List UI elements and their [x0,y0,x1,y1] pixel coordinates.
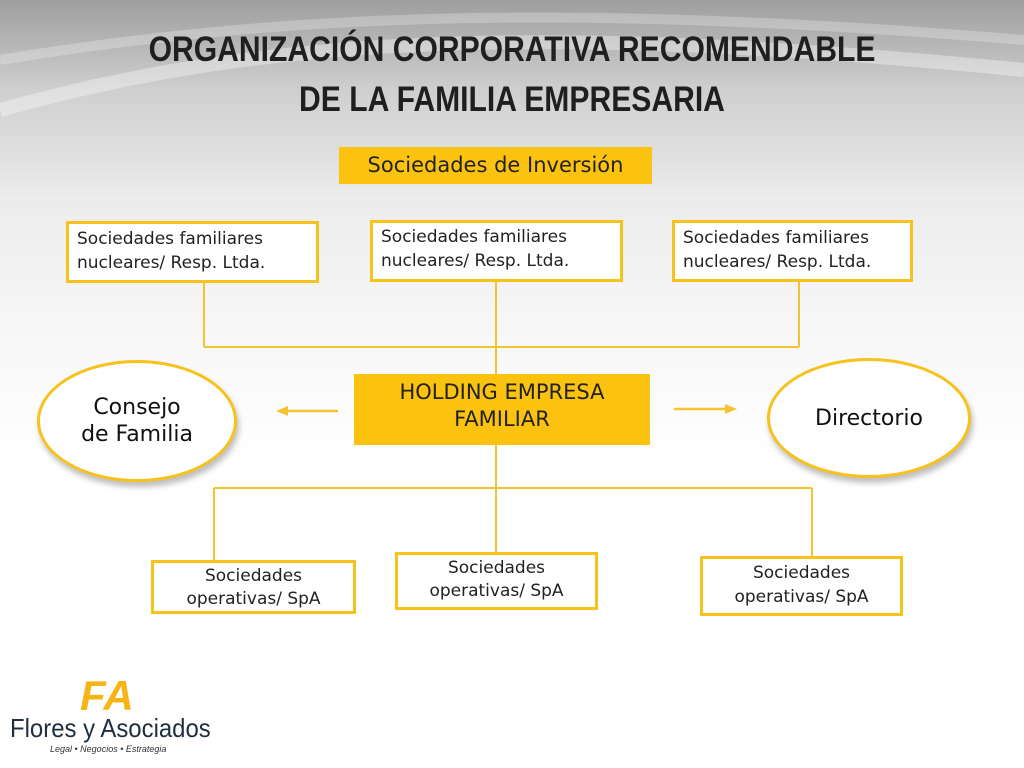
operativa-box-2-line1: Sociedades [447,558,546,578]
holding-empresa-familiar-box [354,374,650,445]
sociedades-inversion-label: Sociedades de Inversión [367,153,624,177]
familiar-box-2-line2: nucleares/ Resp. Ltda. [381,251,570,271]
familiar-box-2-line1: Sociedades familiares [381,227,567,247]
arrow-right-head [725,404,737,414]
familiar-box-3-line1: Sociedades familiares [683,228,869,248]
sociedades-inversion-box [339,147,652,184]
operativa-box-1-line2: operativas/ SpA [186,589,321,609]
operativa-box-3-line2: operativas/ SpA [734,587,869,607]
consejo-line2: de Familia [81,422,193,447]
holding-line1: HOLDING EMPRESA [399,380,605,404]
logo-initials: FA [80,676,134,719]
consejo-de-familia-ellipse [37,360,237,482]
operativa-box-1 [151,560,356,614]
familiar-box-1-line1: Sociedades familiares [77,229,263,249]
directorio-label: Directorio [815,405,923,431]
familiar-box-1 [66,221,319,283]
arrow-left-head [276,406,288,416]
operativa-box-2-line2: operativas/ SpA [429,581,564,601]
familiar-box-1-line2: nucleares/ Resp. Ltda. [77,253,266,273]
page-title-line-2: DE LA FAMILIA EMPRESARIA [299,80,725,119]
holding-line2: FAMILIAR [454,407,550,431]
operativa-box-3 [700,556,903,616]
familiar-box-2 [370,220,623,282]
operativa-box-1-line1: Sociedades [204,566,303,586]
operativa-box-2 [395,552,598,610]
familiar-box-3-line2: nucleares/ Resp. Ltda. [683,252,872,272]
page-title-line-1: ORGANIZACIÓN CORPORATIVA RECOMENDABLE [148,30,876,69]
consejo-line1: Consejo [93,395,181,420]
familiar-box-3 [672,220,913,282]
directorio-ellipse [767,358,971,478]
operativa-box-3-line1: Sociedades [752,563,851,583]
logo-tagline: Legal • Negocios • Estrategia [50,744,167,754]
logo-name: Flores y Asociados [10,713,211,743]
